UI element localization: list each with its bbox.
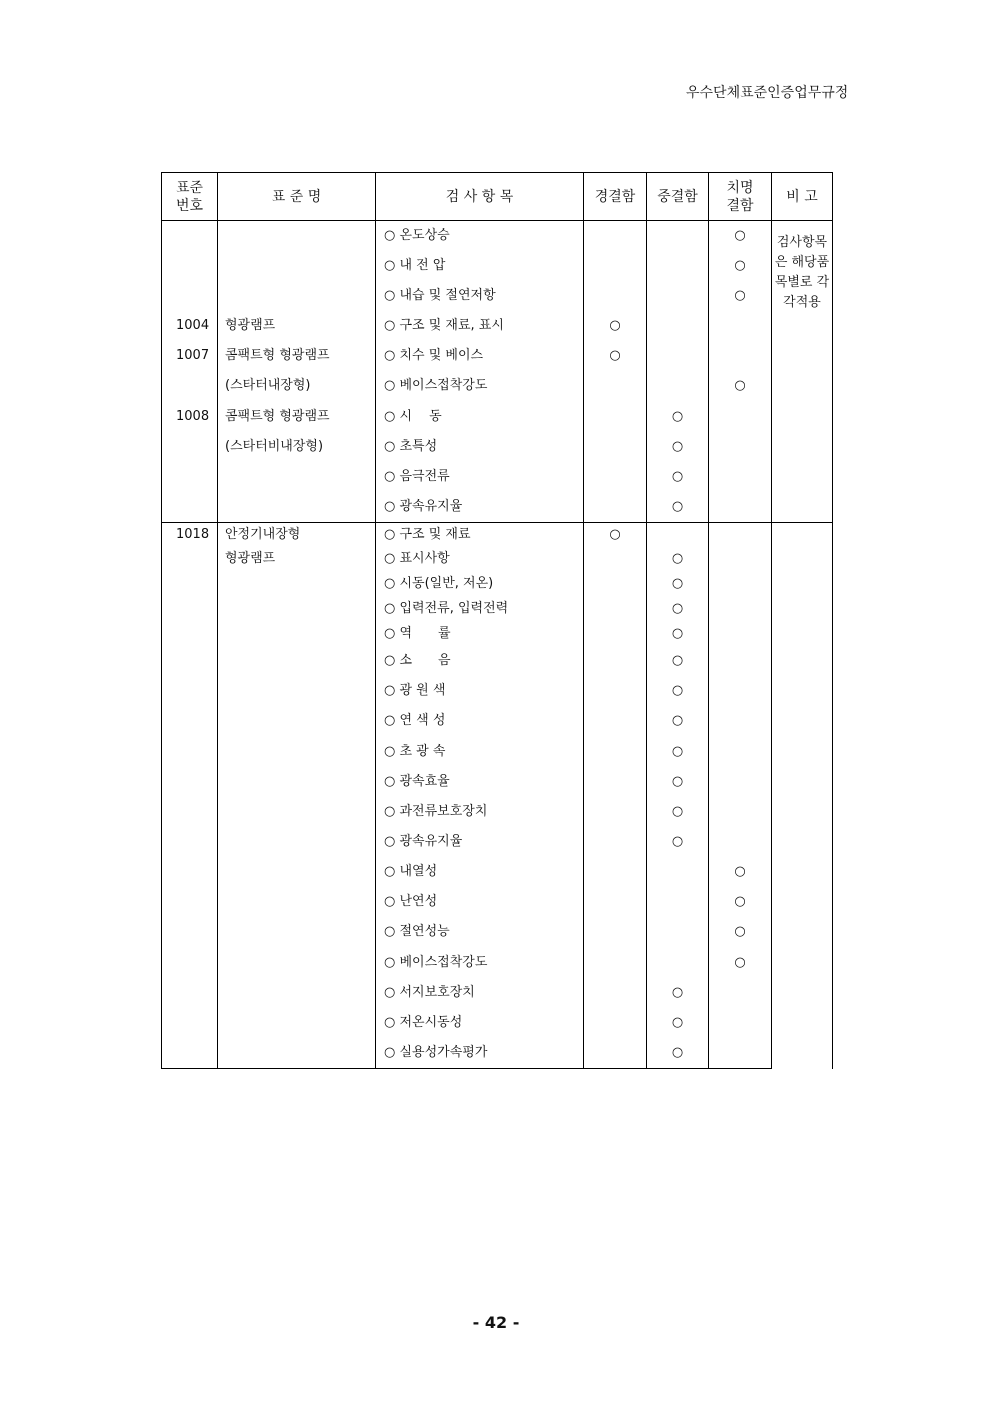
table-row [162, 621, 833, 646]
major-defect-mark [647, 371, 709, 401]
standard-name-cell [218, 621, 376, 646]
table-row [162, 646, 833, 676]
major-defect-mark: ○ [647, 827, 709, 857]
table-row [162, 311, 833, 341]
standard-name-cell [218, 917, 376, 947]
col-critical-defect-header: 치명 결함 [709, 173, 772, 221]
critical-defect-mark: ○ [709, 947, 772, 978]
standard-name-cell [218, 857, 376, 887]
critical-defect-mark: ○ [709, 251, 772, 281]
standard-number-cell [162, 462, 218, 492]
standard-name-cell: 안정기내장형 [218, 523, 376, 548]
standard-name-cell [218, 827, 376, 857]
inspection-item-cell: ○ 광속효율 [376, 767, 584, 797]
standard-number-cell [162, 596, 218, 621]
standard-name-cell: 형광램프 [218, 547, 376, 571]
minor-defect-mark [584, 371, 647, 401]
major-defect-mark: ○ [647, 706, 709, 736]
col-minor-defect-header: 경결함 [584, 173, 647, 221]
major-defect-mark [647, 251, 709, 281]
table-row [162, 371, 833, 401]
minor-defect-mark [584, 401, 647, 432]
minor-defect-mark [584, 547, 647, 571]
standard-name-cell [218, 676, 376, 706]
standard-name-cell: (스타터내장형) [218, 371, 376, 401]
standard-number-cell: 1007 [162, 341, 218, 371]
inspection-item-cell: ○ 온도상승 [376, 221, 584, 252]
standard-number-cell: 1018 [162, 523, 218, 548]
inspection-item-cell: ○ 서지보호장치 [376, 978, 584, 1008]
critical-defect-mark [709, 547, 772, 571]
major-defect-mark [647, 221, 709, 252]
standard-number-cell [162, 251, 218, 281]
critical-defect-mark [709, 523, 772, 548]
minor-defect-mark [584, 1008, 647, 1038]
critical-defect-mark: ○ [709, 281, 772, 311]
critical-defect-mark [709, 401, 772, 432]
table-row [162, 736, 833, 767]
standard-name-cell [218, 596, 376, 621]
minor-defect-mark [584, 432, 647, 462]
minor-defect-mark [584, 596, 647, 621]
standard-name-cell [218, 887, 376, 917]
inspection-item-cell: ○ 소 음 [376, 646, 584, 676]
critical-defect-mark [709, 1038, 772, 1069]
minor-defect-mark [584, 887, 647, 917]
major-defect-mark [647, 311, 709, 341]
minor-defect-mark [584, 621, 647, 646]
col-remarks-header: 비 고 [772, 173, 833, 221]
standard-name-cell [218, 646, 376, 676]
table-row [162, 341, 833, 371]
major-defect-mark: ○ [647, 571, 709, 596]
critical-defect-mark [709, 571, 772, 596]
critical-defect-mark [709, 646, 772, 676]
critical-defect-mark: ○ [709, 221, 772, 252]
document-header-title: 우수단체표준인증업무규정 [686, 85, 849, 101]
standard-number-cell [162, 221, 218, 252]
critical-defect-mark [709, 1008, 772, 1038]
inspection-item-cell: ○ 치수 및 베이스 [376, 341, 584, 371]
page-number: - 42 - [472, 1313, 520, 1332]
standard-number-cell [162, 646, 218, 676]
minor-defect-mark [584, 462, 647, 492]
minor-defect-mark: ○ [584, 523, 647, 548]
standard-number-cell [162, 281, 218, 311]
standard-name-cell: 콤팩트형 형광램프 [218, 341, 376, 371]
standard-number-cell [162, 621, 218, 646]
critical-defect-mark: ○ [709, 917, 772, 947]
major-defect-mark: ○ [647, 646, 709, 676]
standard-number-cell [162, 432, 218, 462]
critical-defect-mark [709, 311, 772, 341]
table-row [162, 1008, 833, 1038]
inspection-item-cell: ○ 초 광 속 [376, 736, 584, 767]
standard-name-cell [218, 571, 376, 596]
minor-defect-mark [584, 978, 647, 1008]
table-row [162, 251, 833, 281]
major-defect-mark: ○ [647, 978, 709, 1008]
inspection-item-cell: ○ 내습 및 절연저항 [376, 281, 584, 311]
standard-number-cell [162, 917, 218, 947]
table-row [162, 887, 833, 917]
standard-number-cell [162, 857, 218, 887]
inspection-item-cell: ○ 시동(일반, 저온) [376, 571, 584, 596]
minor-defect-mark [584, 571, 647, 596]
critical-defect-mark [709, 676, 772, 706]
col-standard-name-header: 표 준 명 [218, 173, 376, 221]
minor-defect-mark [584, 492, 647, 523]
major-defect-mark [647, 857, 709, 887]
table-row [162, 571, 833, 596]
standard-name-cell [218, 947, 376, 978]
inspection-item-cell: ○ 음극전류 [376, 462, 584, 492]
standard-number-cell [162, 676, 218, 706]
minor-defect-mark [584, 736, 647, 767]
minor-defect-mark: ○ [584, 311, 647, 341]
standard-number-cell [162, 978, 218, 1008]
standard-name-cell [218, 462, 376, 492]
minor-defect-mark [584, 827, 647, 857]
critical-defect-mark [709, 978, 772, 1008]
standard-name-cell [218, 1008, 376, 1038]
major-defect-mark: ○ [647, 676, 709, 706]
inspection-item-cell: ○ 광속유지율 [376, 492, 584, 523]
inspection-item-cell: ○ 과전류보호장치 [376, 797, 584, 827]
critical-defect-mark [709, 462, 772, 492]
minor-defect-mark [584, 797, 647, 827]
table-row [162, 676, 833, 706]
minor-defect-mark [584, 281, 647, 311]
inspection-item-cell: ○ 시 동 [376, 401, 584, 432]
major-defect-mark: ○ [647, 1008, 709, 1038]
inspection-item-cell: ○ 저온시동성 [376, 1008, 584, 1038]
inspection-item-cell: ○ 역 률 [376, 621, 584, 646]
standard-number-cell [162, 736, 218, 767]
standard-number-cell [162, 706, 218, 736]
table-row [162, 492, 833, 523]
major-defect-mark [647, 523, 709, 548]
table-row [162, 706, 833, 736]
minor-defect-mark [584, 917, 647, 947]
critical-defect-mark [709, 432, 772, 462]
standard-name-cell [218, 251, 376, 281]
inspection-item-cell: ○ 구조 및 재료 [376, 523, 584, 548]
major-defect-mark: ○ [647, 767, 709, 797]
table-row [162, 978, 833, 1008]
inspection-table [161, 172, 833, 1069]
table-row [162, 401, 833, 432]
minor-defect-mark [584, 767, 647, 797]
inspection-item-cell: ○ 광 원 색 [376, 676, 584, 706]
major-defect-mark: ○ [647, 492, 709, 523]
inspection-item-cell: ○ 난연성 [376, 887, 584, 917]
standard-number-cell [162, 571, 218, 596]
minor-defect-mark [584, 221, 647, 252]
major-defect-mark [647, 917, 709, 947]
inspection-item-cell: ○ 실용성가속평가 [376, 1038, 584, 1069]
standard-number-cell [162, 767, 218, 797]
major-defect-mark [647, 947, 709, 978]
critical-defect-mark [709, 797, 772, 827]
standard-name-cell: (스타터비내장형) [218, 432, 376, 462]
minor-defect-mark [584, 947, 647, 978]
remarks-cell [772, 523, 833, 1069]
standard-name-cell [218, 736, 376, 767]
standard-number-cell [162, 492, 218, 523]
standard-number-cell [162, 947, 218, 978]
table-row [162, 857, 833, 887]
critical-defect-mark [709, 767, 772, 797]
standard-name-cell [218, 767, 376, 797]
critical-defect-mark [709, 341, 772, 371]
table-row [162, 947, 833, 978]
inspection-item-cell: ○ 절연성능 [376, 917, 584, 947]
standard-number-cell [162, 797, 218, 827]
major-defect-mark: ○ [647, 401, 709, 432]
major-defect-mark [647, 887, 709, 917]
standard-name-cell [218, 978, 376, 1008]
major-defect-mark [647, 341, 709, 371]
table-row [162, 432, 833, 462]
major-defect-mark: ○ [647, 547, 709, 571]
inspection-item-cell: ○ 베이스접착강도 [376, 371, 584, 401]
inspection-item-cell: ○ 입력전류, 입력전력 [376, 596, 584, 621]
standard-name-cell [218, 797, 376, 827]
standard-number-cell: 1008 [162, 401, 218, 432]
standard-number-cell [162, 1038, 218, 1069]
critical-defect-mark: ○ [709, 887, 772, 917]
table-row [162, 281, 833, 311]
standard-number-cell [162, 827, 218, 857]
standard-name-cell [218, 1038, 376, 1069]
inspection-item-cell: ○ 초특성 [376, 432, 584, 462]
critical-defect-mark: ○ [709, 857, 772, 887]
standard-name-cell [218, 492, 376, 523]
table-row [162, 596, 833, 621]
inspection-item-cell: ○ 내 전 압 [376, 251, 584, 281]
standard-number-cell [162, 1008, 218, 1038]
minor-defect-mark [584, 251, 647, 281]
major-defect-mark: ○ [647, 432, 709, 462]
minor-defect-mark [584, 706, 647, 736]
critical-defect-mark [709, 492, 772, 523]
inspection-item-cell: ○ 베이스접착강도 [376, 947, 584, 978]
standard-number-cell [162, 547, 218, 571]
remarks-cell: 검사항목은 해당품목별로 각각적용 [772, 221, 833, 523]
table-body [162, 221, 833, 1069]
col-standard-number-header: 표준 번호 [162, 173, 218, 221]
minor-defect-mark: ○ [584, 341, 647, 371]
inspection-item-cell: ○ 연 색 성 [376, 706, 584, 736]
minor-defect-mark [584, 857, 647, 887]
table-row [162, 462, 833, 492]
standard-number-cell [162, 887, 218, 917]
table-row [162, 221, 833, 252]
major-defect-mark: ○ [647, 736, 709, 767]
critical-defect-mark [709, 736, 772, 767]
standard-number-cell [162, 371, 218, 401]
standard-number-cell: 1004 [162, 311, 218, 341]
table-row [162, 767, 833, 797]
critical-defect-mark [709, 596, 772, 621]
table-row [162, 827, 833, 857]
major-defect-mark: ○ [647, 621, 709, 646]
table-header [162, 173, 833, 221]
major-defect-mark: ○ [647, 797, 709, 827]
col-inspection-item-header: 검 사 항 목 [376, 173, 584, 221]
minor-defect-mark [584, 1038, 647, 1069]
minor-defect-mark [584, 676, 647, 706]
table-row [162, 917, 833, 947]
minor-defect-mark [584, 646, 647, 676]
table-row [162, 797, 833, 827]
critical-defect-mark [709, 706, 772, 736]
standard-name-cell [218, 281, 376, 311]
table-row [162, 523, 833, 548]
major-defect-mark: ○ [647, 462, 709, 492]
critical-defect-mark: ○ [709, 371, 772, 401]
standard-name-cell: 콤팩트형 형광램프 [218, 401, 376, 432]
table-row [162, 1038, 833, 1069]
major-defect-mark: ○ [647, 596, 709, 621]
critical-defect-mark [709, 621, 772, 646]
inspection-item-cell: ○ 표시사항 [376, 547, 584, 571]
standard-name-cell [218, 706, 376, 736]
standard-name-cell [218, 221, 376, 252]
inspection-item-cell: ○ 광속유지율 [376, 827, 584, 857]
inspection-item-cell: ○ 내열성 [376, 857, 584, 887]
critical-defect-mark [709, 827, 772, 857]
standard-name-cell: 형광램프 [218, 311, 376, 341]
table-row [162, 547, 833, 571]
major-defect-mark: ○ [647, 1038, 709, 1069]
inspection-item-cell: ○ 구조 및 재료, 표시 [376, 311, 584, 341]
major-defect-mark [647, 281, 709, 311]
col-major-defect-header: 중결함 [647, 173, 709, 221]
